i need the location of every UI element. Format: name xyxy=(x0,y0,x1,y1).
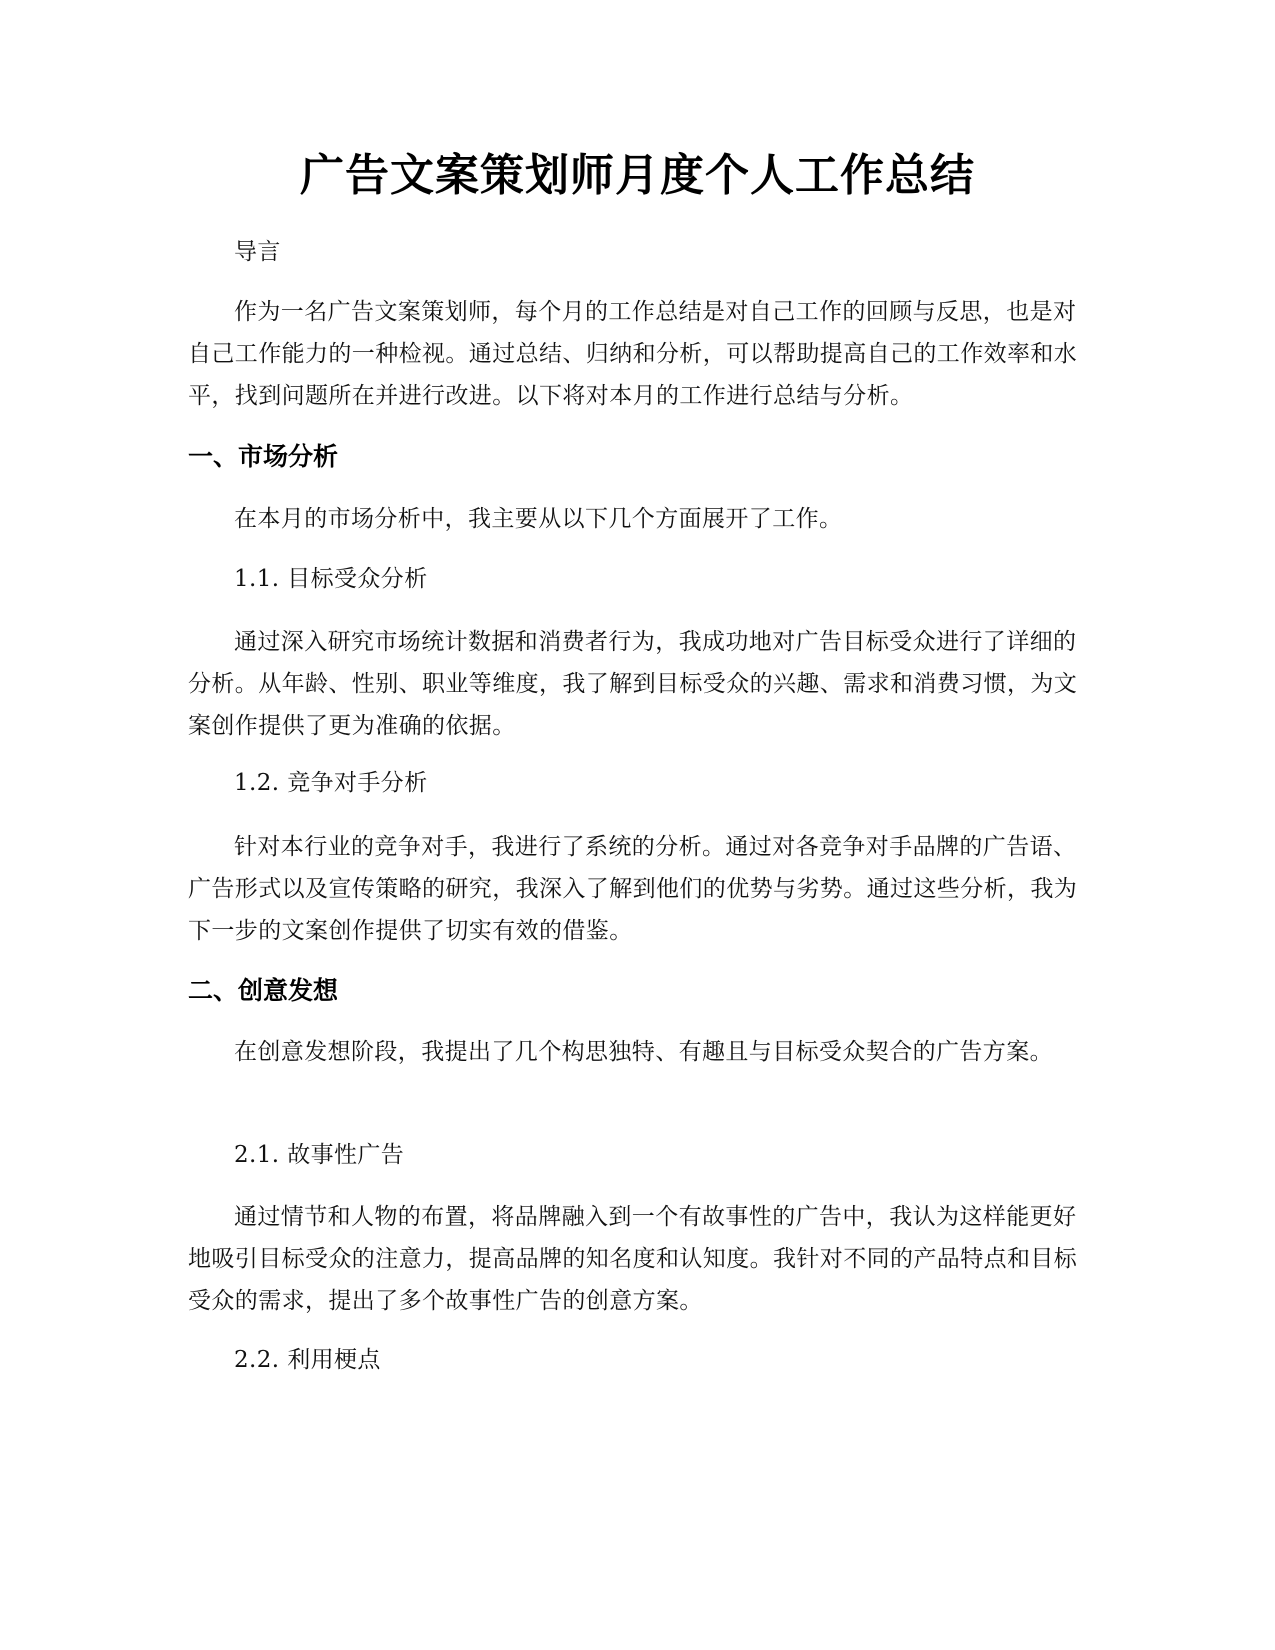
section2-lead: 在创意发想阶段，我提出了几个构思独特、有趣且与目标受众契合的广告方案。 xyxy=(234,1039,1053,1065)
document-title: 广告文案策划师月度个人工作总结 xyxy=(300,150,975,201)
section1-sub2-heading: 1.2. 竞争对手分析 xyxy=(234,770,428,796)
section1-heading: 一、市场分析 xyxy=(188,442,339,471)
section1-sub1-heading: 1.1. 目标受众分析 xyxy=(234,566,428,592)
section2-sub2-heading: 2.2. 利用梗点 xyxy=(234,1347,381,1373)
intro-paragraph: 作为一名广告文案策划师，每个月的工作总结是对自己工作的回顾与反思，也是对自己工作能力的一种检视。通过总结、归纳和分析，可以帮助提高自己的工作效率和水平，找到问题所在并进行改进。以下将对本月的工作进行总结与分析。 xyxy=(188,299,1078,409)
section1-sub1-text: 通过深入研究市场统计数据和消费者行为，我成功地对广告目标受众进行了详细的分析。从年龄、性别、职业等维度，我了解到目标受众的兴趣、需求和消费习惯，为文案创作提供了更为准确的依据。 xyxy=(188,629,1078,739)
section2-sub1-heading: 2.1. 故事性广告 xyxy=(234,1142,405,1168)
section1-lead: 在本月的市场分析中，我主要从以下几个方面展开了工作。 xyxy=(234,506,843,532)
section2-sub1-text: 通过情节和人物的布置，将品牌融入到一个有故事性的广告中，我认为这样能更好地吸引目标受众的注意力，提高品牌的知名度和认知度。我针对不同的产品特点和目标受众的需求，提出了多个故事性广告的创意方案。 xyxy=(188,1204,1078,1314)
section1-sub2-text: 针对本行业的竞争对手，我进行了系统的分析。通过对各竞争对手品牌的广告语、广告形式以及宣传策略的研究，我深入了解到他们的优势与劣势。通过这些分析，我为下一步的文案创作提供了切实有效的借鉴。 xyxy=(188,834,1078,944)
intro-heading: 导言 xyxy=(234,239,281,265)
section2-heading: 二、创意发想 xyxy=(188,976,339,1005)
